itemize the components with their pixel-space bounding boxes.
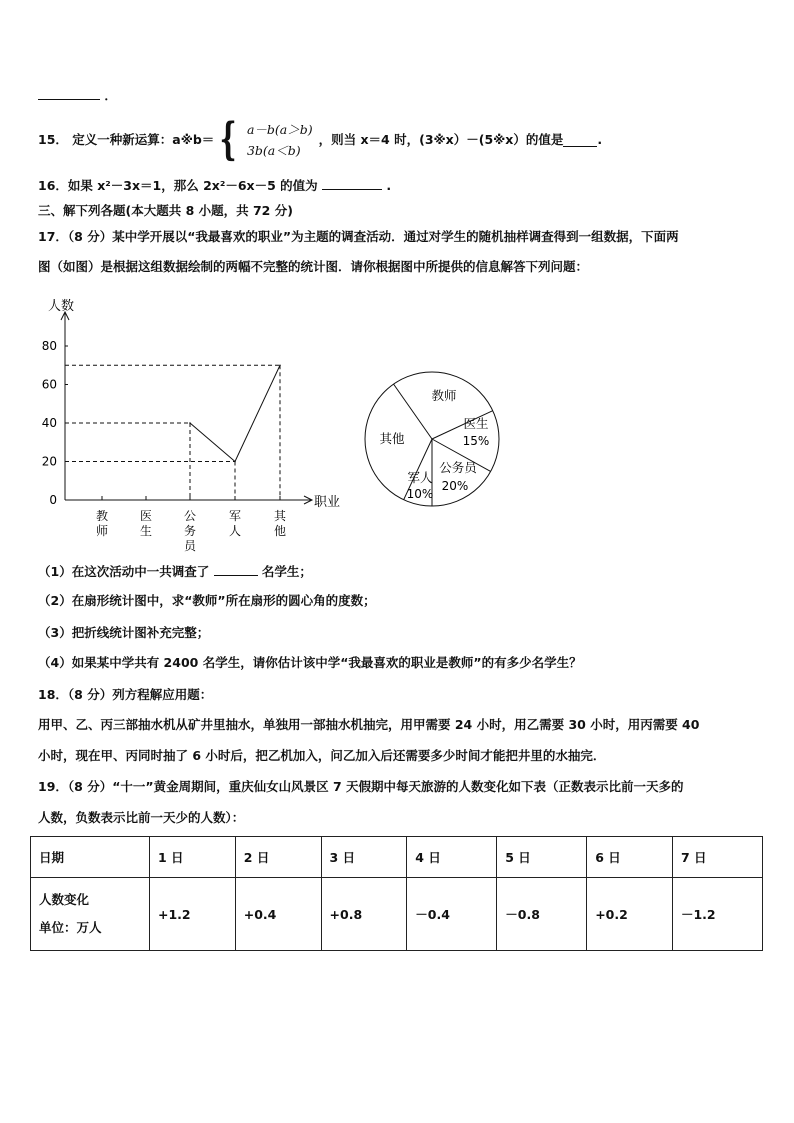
pie-chart (358, 364, 508, 514)
table-cell: +0.2 (587, 878, 673, 951)
table-cell: +0.4 (235, 878, 321, 951)
x-tick-label: 军 (228, 509, 242, 523)
table-cell: －1.2 (672, 878, 762, 951)
q15-number: 15． (38, 132, 68, 147)
y-tick-label: 40 (41, 416, 57, 430)
line-chart-series (189, 364, 281, 462)
x-tick-label: 医 (139, 509, 153, 523)
question-16: 16．如果 x²－3x＝1，那么 2x²－6x－5 的值为 . (38, 178, 392, 193)
q18-line-1: 用甲、乙、丙三部抽水机从矿井里抽水，单独用一部抽水机抽完，用甲需要 24 小时，用乙需要 30 小时，用丙需要 40 (38, 717, 700, 732)
previous-question-fragment: ． (38, 86, 117, 105)
q18-line-2: 小时，现在甲、丙同时抽了 6 小时后，把乙机加入，问乙加入后还需要多少时间才能把井里的水抽完． (38, 748, 606, 763)
case-2: 3b(a＜b) (246, 143, 301, 158)
q19-line-2: 人数，负数表示比前一天少的人数）： (38, 810, 245, 825)
pie-slice-label: 医生 (463, 416, 489, 431)
q15-answer-blank (563, 133, 597, 147)
table-cell: 3 日 (321, 837, 407, 878)
q17-sub-3: （3）把折线统计图补充完整； (38, 625, 210, 640)
table-cell: +0.8 (321, 878, 407, 951)
x-tick-label: 人 (228, 524, 242, 538)
table-row (31, 878, 763, 951)
y-tick-label: 60 (41, 377, 57, 392)
y-tick-label: 0 (49, 493, 57, 507)
table-cell: 4 日 (407, 837, 497, 878)
series-segment (190, 423, 235, 462)
q17-line-1: 17．（8 分）某中学开展以“我最喜欢的职业”为主题的调查活动．通过对学生的随机抽样调查得到一组数据，下面两 (38, 229, 679, 244)
table-cell: 7 日 (672, 837, 762, 878)
q18-title: 18．（8 分）列方程解应用题： (38, 687, 213, 702)
pie-slice-label: 公务员 (439, 460, 477, 475)
q16-answer-blank (322, 176, 382, 190)
q15-intro: 定义一种新运算：a※b＝ (72, 132, 215, 147)
table-cell: －0.8 (497, 878, 587, 951)
x-tick-label: 教 (95, 509, 109, 523)
section-heading: 三、解下列各题(本大题共 8 小题，共 72 分) (38, 203, 293, 218)
pie-slice-label: 其他 (379, 431, 405, 446)
q15-rest: ，则当 x＝4 时，(3※x）－(5※x）的值是 (318, 132, 564, 147)
pie-slice-percent: 20% (441, 479, 469, 493)
x-tick-label: 公 (183, 509, 197, 523)
q17-sub-1-blank (214, 562, 258, 576)
table-cell: 6 日 (587, 837, 673, 878)
x-tick-label: 师 (95, 524, 109, 538)
table-cell: +1.2 (150, 878, 236, 951)
piecewise-definition (214, 114, 313, 165)
pie-slice-percent: 10% (406, 487, 434, 501)
line-chart-xticks (96, 496, 287, 552)
tourist-change-table (30, 836, 763, 951)
series-segment (235, 365, 280, 461)
table-header-row (31, 837, 763, 878)
q17-sub-1: （1）在这次活动中一共调查了 名学生； (38, 564, 312, 579)
answer-blank (38, 86, 100, 100)
table-cell: －0.4 (407, 878, 497, 951)
line-chart-axes (61, 312, 312, 504)
line-chart-ylabel: 人数 (48, 299, 75, 314)
x-tick-label: 生 (139, 524, 153, 538)
line-chart (30, 292, 350, 552)
line-chart-xlabel: 职业 (314, 495, 341, 510)
q17-line-2: 图（如图）是根据这组数据绘制的两幅不完整的统计图．请你根据图中所提供的信息解答下列问题： (38, 259, 589, 274)
question-15: 15． 定义一种新运算：a※b＝ { a－b(a＞b) 3b(a＜b) ，则当 x＝4 时，(3※x）－(5※x）的值是 . (38, 114, 603, 165)
x-tick-label: 员 (183, 539, 197, 552)
x-tick-label: 他 (273, 524, 287, 538)
y-tick-label: 20 (41, 454, 57, 469)
q17-sub-2: （2）在扇形统计图中，求“教师”所在扇形的圆心角的度数； (38, 593, 376, 608)
table-cell: 日期 (31, 837, 150, 878)
pie-slice-label: 军人 (407, 470, 433, 485)
table-row-label: 人数变化 单位：万人 (31, 878, 150, 951)
y-tick-label: 80 (41, 339, 57, 353)
q17-sub-4: （4）如果某中学共有 2400 名学生，请你估计该中学“我最喜欢的职业是教师”的有多少名学生？ (38, 655, 582, 670)
line-chart-yticks (42, 339, 68, 507)
line-chart-guides (65, 365, 280, 500)
left-brace: { (219, 114, 237, 165)
table-cell: 2 日 (235, 837, 321, 878)
x-tick-label: 其 (273, 509, 287, 523)
data-point (234, 461, 236, 463)
data-point (189, 422, 191, 424)
data-point (279, 364, 281, 366)
pie-slice-percent: 15% (462, 434, 490, 448)
x-tick-label: 务 (183, 524, 197, 538)
table-cell: 1 日 (150, 837, 236, 878)
pie-slice-label: 教师 (431, 388, 457, 403)
table-cell: 5 日 (497, 837, 587, 878)
case-1: a－b(a＞b) (246, 122, 313, 137)
q19-line-1: 19．（8 分）“十一”黄金周期间，重庆仙女山风景区 7 天假期中每天旅游的人数变化如下表（正数表示比前一天多的 (38, 779, 684, 794)
